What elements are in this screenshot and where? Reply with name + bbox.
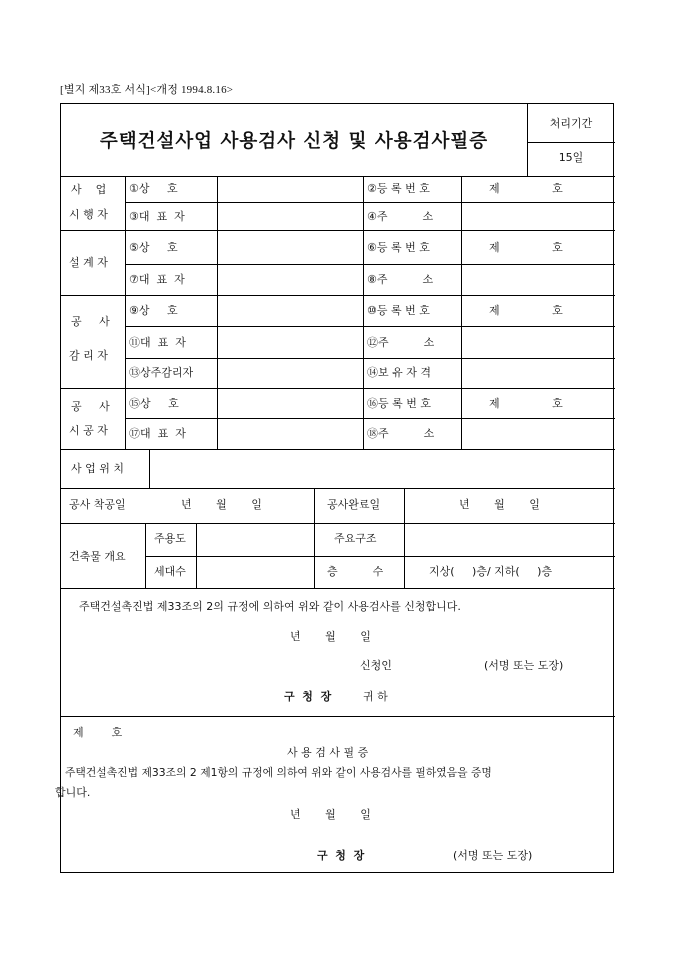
- label-resident-supervisor: ⑬상주감리자: [129, 366, 194, 379]
- form-sheet: [55, 103, 614, 873]
- form-caption: [별지 제33호 서식]<개정 1994.8.16>: [60, 84, 234, 96]
- label-representative: ③대 표 자: [129, 210, 185, 223]
- value-registration-no: 제 호: [489, 182, 563, 195]
- applicant-sign-placeholder: (서명 또는 도장): [484, 659, 564, 672]
- label-company-name: ⑮상 호: [129, 397, 179, 410]
- label-registration-no: ⑩등 록 번 호: [367, 304, 430, 317]
- addressee: 구 청 장: [284, 690, 332, 703]
- label-company-name: ①상 호: [129, 182, 178, 195]
- label-floors: 층 수: [327, 565, 384, 578]
- certificate-date: 년 월 일: [290, 808, 371, 821]
- label-start-date: 공사 착공일: [69, 498, 126, 511]
- label-site-location: 사 업 위 치: [71, 462, 124, 475]
- label-address: ④주 소: [367, 210, 434, 223]
- form-title: 주택건설사업 사용검사 신청 및 사용검사필증: [99, 131, 489, 152]
- certificate-statement-line2: 합니다.: [55, 786, 91, 799]
- group-label-developer: 사 업: [71, 183, 107, 196]
- label-representative: ⑰대 표 자: [129, 427, 186, 440]
- addressee-honorific: 귀 하: [363, 690, 388, 703]
- group-label-contractor-2: 시 공 자: [69, 424, 108, 437]
- application-statement: 주택건설촉진법 제33조의 2의 규정에 의하여 위와 같이 사용검사를 신청합니다.: [79, 600, 461, 613]
- processing-period-value: 15일: [558, 151, 584, 164]
- group-label-supervisor-2: 감 리 자: [69, 349, 108, 362]
- label-representative: ⑪대 표 자: [129, 336, 186, 349]
- value-start-date: 년 월 일: [181, 498, 262, 511]
- certificate-sign-placeholder: (서명 또는 도장): [453, 849, 533, 862]
- group-label-designer: 설 계 자: [69, 256, 108, 269]
- group-label-supervisor: 공 사: [71, 315, 110, 328]
- label-company-name: ⑨상 호: [129, 304, 178, 317]
- group-label-contractor: 공 사: [71, 400, 110, 413]
- label-qualification: ⑭보 유 자 격: [367, 366, 431, 379]
- certificate-statement-line1: 주택건설촉진법 제33조의 2 제1항의 규정에 의하여 위와 같이 사용검사를 필하였음을 증명: [65, 766, 492, 779]
- group-label-developer-2: 시 행 자: [69, 208, 108, 221]
- label-address: ⑱주 소: [367, 427, 435, 440]
- label-registration-no: ②등 록 번 호: [367, 182, 430, 195]
- label-main-structure: 주요구조: [334, 532, 377, 545]
- value-registration-no: 제 호: [489, 241, 563, 254]
- application-date: 년 월 일: [290, 630, 371, 643]
- certificate-heading: 사 용 검 사 필 증: [287, 746, 369, 759]
- certificate-issuer: 구 청 장: [317, 849, 365, 862]
- label-end-date: 공사완료일: [327, 498, 381, 511]
- label-building-overview: 건축물 개요: [69, 550, 126, 563]
- applicant-label: 신청인: [360, 659, 392, 672]
- label-registration-no: ⑯등 록 번 호: [367, 397, 431, 410]
- label-address: ⑧주 소: [367, 273, 434, 286]
- label-representative: ⑦대 표 자: [129, 273, 185, 286]
- value-registration-no: 제 호: [489, 304, 563, 317]
- label-address: ⑫주 소: [367, 336, 435, 349]
- label-company-name: ⑤상 호: [129, 241, 178, 254]
- value-floors: 지상( )층/ 지하( )층: [429, 565, 553, 578]
- processing-period-label: 처리기간: [549, 117, 593, 130]
- value-registration-no: 제 호: [489, 397, 563, 410]
- value-end-date: 년 월 일: [459, 498, 540, 511]
- certificate-number: 제 호: [73, 726, 123, 739]
- label-main-use: 주용도: [154, 532, 186, 545]
- label-registration-no: ⑥등 록 번 호: [367, 241, 430, 254]
- label-households: 세대수: [154, 565, 186, 578]
